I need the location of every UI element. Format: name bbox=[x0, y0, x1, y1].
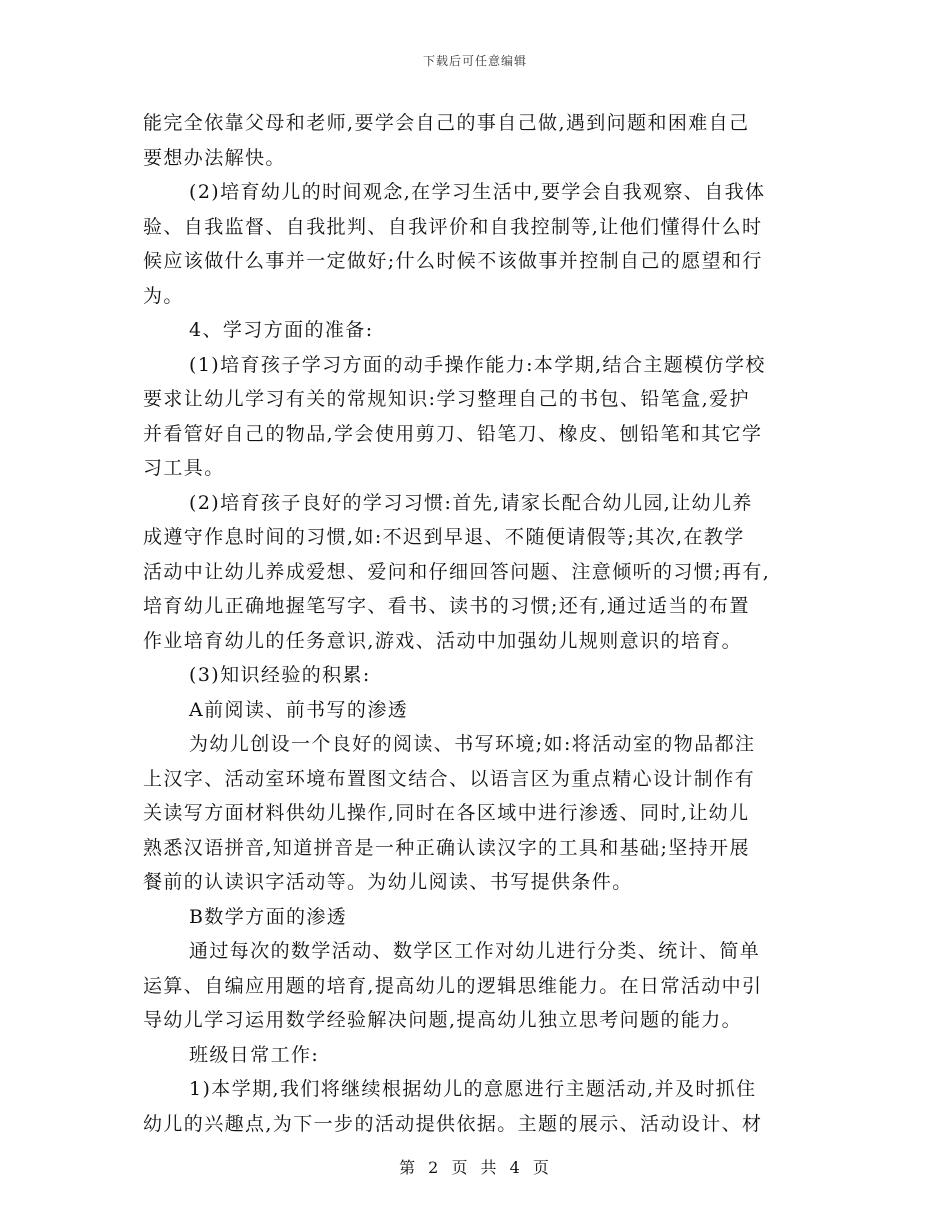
text-line: 1)本学期,我们将继续根据幼儿的意愿进行主题活动,并及时抓住 bbox=[189, 1078, 757, 1100]
text-line: 上汉字、活动室环境布置图文结合、以语言区为重点精心设计制作有 bbox=[143, 767, 756, 790]
text-line: 验、自我监督、自我批判、自我评价和自我控制等,让他们懂得什么时 bbox=[143, 215, 763, 238]
text-line: 餐前的认读识字活动等。为幼儿阅读、书写提供条件。 bbox=[143, 871, 633, 893]
text-line: 为幼儿创设一个良好的阅读、书写环境;如:将活动室的物品都注 bbox=[189, 733, 756, 755]
text-line: 要想办法解快。 bbox=[143, 146, 286, 169]
text-line: 并看管好自己的物品,学会使用剪刀、铅笔刀、橡皮、刨铅笔和其它学 bbox=[143, 422, 763, 445]
text-line: 导幼儿学习运用数学经验解决问题,提高幼儿独立思考问题的能力。 bbox=[143, 1009, 743, 1031]
text-line: 为。 bbox=[143, 284, 184, 307]
document-body bbox=[143, 106, 808, 1141]
page-header: 下载后可任意编辑 bbox=[422, 54, 527, 68]
text-line: 培育幼儿正确地握笔写字、看书、读书的习惯;还有,通过适当的布置 bbox=[143, 595, 750, 617]
text-line: 能完全依靠父母和老师,要学会自己的事自己做,遇到问题和困难自己 bbox=[143, 112, 750, 134]
text-line: (1)培育孩子学习方面的动手操作能力:本学期,结合主题模仿学校 bbox=[189, 353, 766, 376]
text-line: 活动中让幼儿养成爱想、爱问和仔细回答问题、注意倾听的习惯;再有, bbox=[143, 560, 771, 583]
text-line: 关读写方面材料供幼儿操作,同时在各区域中进行渗透、同时,让幼儿 bbox=[143, 802, 750, 824]
text-line: (3)知识经验的积累: bbox=[189, 664, 371, 686]
text-line: 班级日常工作: bbox=[189, 1043, 320, 1066]
text-line: (2)培育幼儿的时间观念,在学习生活中,要学会自我观察、自我体 bbox=[189, 181, 766, 203]
text-line: B数学方面的渗透 bbox=[189, 905, 348, 928]
text-line: 幼儿的兴趣点,为下一步的活动提供依据。主题的展示、活动设计、材 bbox=[143, 1112, 763, 1135]
text-line: 候应该做什么事并一定做好;什么时候不该做事并控制自己的愿望和行 bbox=[143, 250, 763, 272]
text-line: 成遵守作息时间的习惯,如:不迟到早退、不随便请假等;其次,在教学 bbox=[143, 526, 745, 548]
text-line: 要求让幼儿学习有关的常规知识:学习整理自己的书包、铅笔盒,爱护 bbox=[143, 388, 750, 410]
text-line: 作业培育幼儿的任务意识,游戏、活动中加强幼儿规则意识的培育。 bbox=[143, 629, 743, 652]
text-line: 通过每次的数学活动、数学区工作对幼儿进行分类、统计、简单 bbox=[189, 940, 761, 962]
text-line: A前阅读、前书写的渗透 bbox=[189, 698, 409, 721]
text-line: 熟悉汉语拼音,知道拼音是一种正确认读汉字的工具和基础;坚持开展 bbox=[143, 836, 750, 859]
text-line: 运算、自编应用题的培育,提高幼儿的逻辑思维能力。在日常活动中引 bbox=[143, 974, 763, 997]
text-line: 习工具。 bbox=[143, 457, 225, 479]
page-footer: 第 2 页 共 4 页 bbox=[399, 1158, 551, 1177]
text-line: (2)培育孩子良好的学习习惯:首先,请家长配合幼儿园,让幼儿养 bbox=[189, 491, 753, 514]
text-line: 4、学习方面的准备: bbox=[189, 319, 374, 341]
